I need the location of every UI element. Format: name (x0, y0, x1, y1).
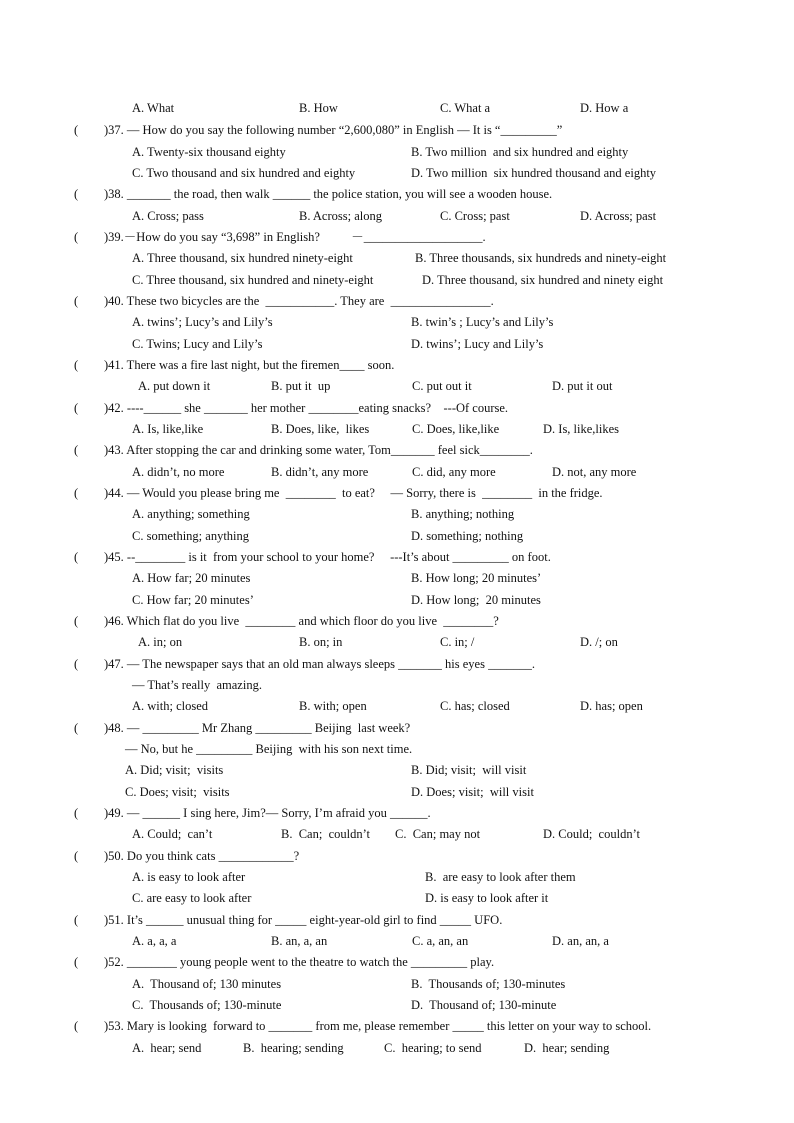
option-text: D. hear; sending (524, 1041, 610, 1055)
answer-paren: ( (74, 358, 94, 372)
option-text: D. Does; visit; will visit (411, 785, 534, 799)
option-text: A. didn’t, no more (132, 465, 225, 479)
option-text: D. Three thousand, six hundred and ninety eight (422, 273, 664, 287)
question-text: )47. — The newspaper says that an old man always sleeps _______ his eyes _______. (104, 657, 535, 671)
answer-paren: ( (74, 123, 94, 137)
question-text: )43. After stopping the car and drinking some water, Tom_______ feel sick________. (104, 443, 533, 457)
option-text: B. with; open (299, 699, 367, 713)
option-text: A. put down it (138, 379, 211, 393)
option-text: A. a, a, a (132, 934, 177, 948)
question-text: )46. Which flat do you live ________ and which floor do you live ________? (104, 614, 499, 628)
question-text: )37. — How do you say the following number “2,600,080” in English — It is “_________” (104, 123, 563, 137)
answer-paren: ( (74, 443, 94, 457)
option-text: B. How (299, 101, 338, 115)
option-text: D. put it out (552, 379, 613, 393)
answer-paren: ( (74, 657, 94, 671)
answer-paren: ( (74, 849, 94, 863)
option-text: B. How long; 20 minutes’ (411, 571, 542, 585)
answer-paren: ( (74, 187, 94, 201)
option-text: C. something; anything (132, 529, 250, 543)
option-text: A. Could; can’t (132, 827, 213, 841)
answer-paren: ( (74, 806, 94, 820)
option-text: C. did, any more (412, 465, 496, 479)
option-text: C. Can; may not (395, 827, 481, 841)
answer-paren: ( (74, 294, 94, 308)
option-text: C. Cross; past (440, 209, 510, 223)
option-text: B. didn’t, any more (271, 465, 369, 479)
question-text: )42. ----______ she _______ her mother ________eating snacks? ---Of course. (104, 401, 509, 415)
option-text: B. Two million and six hundred and eighty (411, 145, 629, 159)
option-text: C. What a (440, 101, 491, 115)
option-text: A. Did; visit; visits (125, 763, 224, 777)
option-text: C. a, an, an (412, 934, 469, 948)
option-text: — No, but he _________ Beijing with his son next time. (125, 742, 413, 756)
option-text: D. has; open (580, 699, 643, 713)
option-text: C. in; / (440, 635, 475, 649)
option-text: C. has; closed (440, 699, 510, 713)
option-text: C. How far; 20 minutes’ (132, 593, 254, 607)
question-text: )39.－How do you say “3,698” in English? －___________________. (104, 230, 486, 244)
option-text: A. What (132, 101, 175, 115)
option-text: B. put it up (271, 379, 331, 393)
answer-paren: ( (74, 550, 94, 564)
option-text: C. Two thousand and six hundred and eighty (132, 166, 356, 180)
option-text: B. anything; nothing (411, 507, 515, 521)
question-text: )52. ________ young people went to the theatre to watch the _________ play. (104, 955, 495, 969)
option-text: D. /; on (580, 635, 618, 649)
answer-paren: ( (74, 401, 94, 415)
option-text: D. not, any more (552, 465, 637, 479)
option-text: C. Twins; Lucy and Lily’s (132, 337, 263, 351)
option-text: B. on; in (299, 635, 343, 649)
option-text: C. Does; visit; visits (125, 785, 230, 799)
answer-paren: ( (74, 486, 94, 500)
option-text: D. Two million six hundred thousand and eighty (411, 166, 657, 180)
question-text: )45. --________ is it from your school to your home? ---It’s about _________ on foot. (104, 550, 551, 564)
option-text: A. anything; something (132, 507, 250, 521)
option-text: B. Does, like, likes (271, 422, 370, 436)
option-text: D. Could; couldn’t (543, 827, 640, 841)
option-text: D. is easy to look after it (425, 891, 549, 905)
question-text: )40. These two bicycles are the ___________. They are ________________. (104, 294, 494, 308)
option-text: A. Thousand of; 130 minutes (132, 977, 282, 991)
option-text: D. How a (580, 101, 629, 115)
option-text: A. Is, like,like (132, 422, 204, 436)
question-text: )41. There was a fire last night, but the firemen____ soon. (104, 358, 395, 372)
answer-paren: ( (74, 913, 94, 927)
option-text: D. Is, like,likes (543, 422, 620, 436)
option-text: D. How long; 20 minutes (411, 593, 541, 607)
option-text: C. Thousands of; 130-minute (132, 998, 282, 1012)
option-text: B. Did; visit; will visit (411, 763, 527, 777)
question-text: )38. _______ the road, then walk ______ the police station, you will see a wooden house. (104, 187, 553, 201)
option-text: A. Three thousand, six hundred ninety-eight (132, 251, 353, 265)
question-text: )50. Do you think cats ____________? (104, 849, 300, 863)
answer-paren: ( (74, 1019, 94, 1033)
option-text: B. an, a, an (271, 934, 328, 948)
answer-paren: ( (74, 614, 94, 628)
option-text: B. Three thousands, six hundreds and ninety-eight (415, 251, 667, 265)
option-text: C. Does, like,like (412, 422, 500, 436)
option-text: B. are easy to look after them (425, 870, 576, 884)
option-text: D. something; nothing (411, 529, 524, 543)
question-text: )49. — ______ I sing here, Jim?— Sorry, I’m afraid you ______. (104, 806, 431, 820)
option-text: A. hear; send (132, 1041, 202, 1055)
option-text: A. is easy to look after (132, 870, 246, 884)
option-text: A. twins’; Lucy’s and Lily’s (132, 315, 273, 329)
answer-paren: ( (74, 955, 94, 969)
option-text: D. Thousand of; 130-minute (411, 998, 557, 1012)
option-text: A. How far; 20 minutes (132, 571, 251, 585)
answer-paren: ( (74, 230, 94, 244)
option-text: C. are easy to look after (132, 891, 252, 905)
option-text: C. hearing; to send (384, 1041, 482, 1055)
question-text: )53. Mary is looking forward to _______ from me, please remember _____ this letter on your way to school. (104, 1019, 652, 1033)
option-text: B. Across; along (299, 209, 382, 223)
option-text: A. with; closed (132, 699, 209, 713)
option-text: D. an, an, a (552, 934, 609, 948)
option-text: A. Cross; pass (132, 209, 204, 223)
option-text: A. Twenty-six thousand eighty (132, 145, 286, 159)
option-text: D. Across; past (580, 209, 657, 223)
option-text: B. Thousands of; 130-minutes (411, 977, 566, 991)
option-text: B. Can; couldn’t (281, 827, 371, 841)
option-text: C. Three thousand, six hundred and ninety-eight (132, 273, 374, 287)
question-text: )51. It’s ______ unusual thing for _____ eight-year-old girl to find _____ UFO. (104, 913, 503, 927)
option-text: A. in; on (138, 635, 183, 649)
option-text: B. twin’s ; Lucy’s and Lily’s (411, 315, 554, 329)
answer-paren: ( (74, 721, 94, 735)
option-text: D. twins’; Lucy and Lily’s (411, 337, 544, 351)
option-text: — That’s really amazing. (132, 678, 262, 692)
option-text: C. put out it (412, 379, 472, 393)
question-text: )44. — Would you please bring me ________ to eat? — Sorry, there is ________ in the fridge. (104, 486, 603, 500)
question-text: )48. — _________ Mr Zhang _________ Beijing last week? (104, 721, 411, 735)
option-text: B. hearing; sending (243, 1041, 344, 1055)
